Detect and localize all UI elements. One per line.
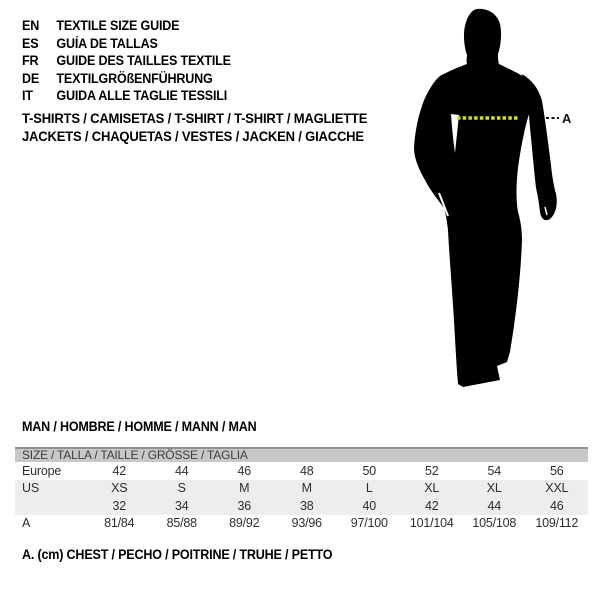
table-row-us-numeric [15,497,588,515]
size-table-grid [15,462,588,532]
cell: 34 [174,498,189,513]
cell: 48 [299,463,314,478]
language-row [22,52,231,70]
cell: 46 [237,463,251,478]
measure-a-footnote: A. (cm) CHEST / PECHO / POITRINE / TRUHE / PETTO [22,547,333,562]
cell: 89/92 [229,516,260,531]
language-code: FR [22,53,39,69]
language-label: TEXTILE SIZE GUIDE [56,18,180,33]
cell: L [365,481,373,496]
cell: XL [424,481,440,496]
language-list [22,17,247,105]
cell: 109/112 [535,516,579,531]
cell: S [177,481,186,496]
man-silhouette-right-arm [522,74,557,220]
gender-label: MAN / HOMBRE / HOMME / MANN / MAN [22,419,257,434]
cell: 32 [112,498,126,513]
cell: 52 [424,463,439,478]
cell: 85/88 [166,516,197,531]
language-code: DE [22,70,40,86]
cell: 101/104 [409,516,454,531]
row-label [15,497,88,515]
language-row [22,35,231,53]
language-code: EN [22,18,40,33]
cell: 54 [487,463,501,478]
cell: 44 [174,463,189,478]
cell: 105/108 [472,516,517,531]
table-row-us [15,480,588,498]
measure-label-a: A [562,111,572,126]
cell: 81/84 [104,516,135,531]
cell: XS [111,481,128,496]
row-label: Europe [22,463,62,478]
cell: XXL [545,481,569,496]
language-label: GUIDE DES TAILLES TEXTILE [56,53,231,69]
language-label: TEXTILGRÖßENFÜHRUNG [56,70,213,86]
cell: 42 [424,498,439,513]
language-row [22,17,231,35]
cell: 42 [112,463,126,478]
man-silhouette-figure [400,0,600,410]
cell: 97/100 [350,516,388,531]
row-label: US [22,481,39,496]
language-row [22,87,231,105]
row-label: A [22,516,31,531]
cell: 40 [362,498,376,513]
cell: 50 [362,463,376,478]
cell: 46 [549,498,564,513]
cell: M [301,481,312,496]
cell: 36 [237,498,251,513]
cell: 44 [487,498,501,513]
product-line-jackets: JACKETS / CHAQUETAS / VESTES / JACKEN / GIACCHE [22,128,364,144]
language-label: GUÍA DE TALLAS [56,35,158,51]
size-table-header: SIZE / TALLA / TAILLE / GRÖSSE / TAGLIA [15,447,588,462]
language-label: GUIDA ALLE TAGLIE TESSILI [56,88,228,104]
man-silhouette-body [414,9,533,387]
language-code: ES [22,35,39,51]
language-row [22,70,231,88]
table-row-europe [15,462,588,480]
product-category-title [22,109,393,145]
cell: M [239,481,250,496]
table-row-chest-a [15,515,588,533]
cell: XL [486,481,502,496]
product-line-tshirts: T-SHIRTS / CAMISETAS / T-SHIRT / T-SHIRT / MAGLIETTE [22,110,368,126]
size-table [15,447,588,532]
cell: 93/96 [291,516,322,531]
cell: 56 [549,463,564,478]
cell: 38 [299,498,314,513]
language-code: IT [22,88,33,104]
